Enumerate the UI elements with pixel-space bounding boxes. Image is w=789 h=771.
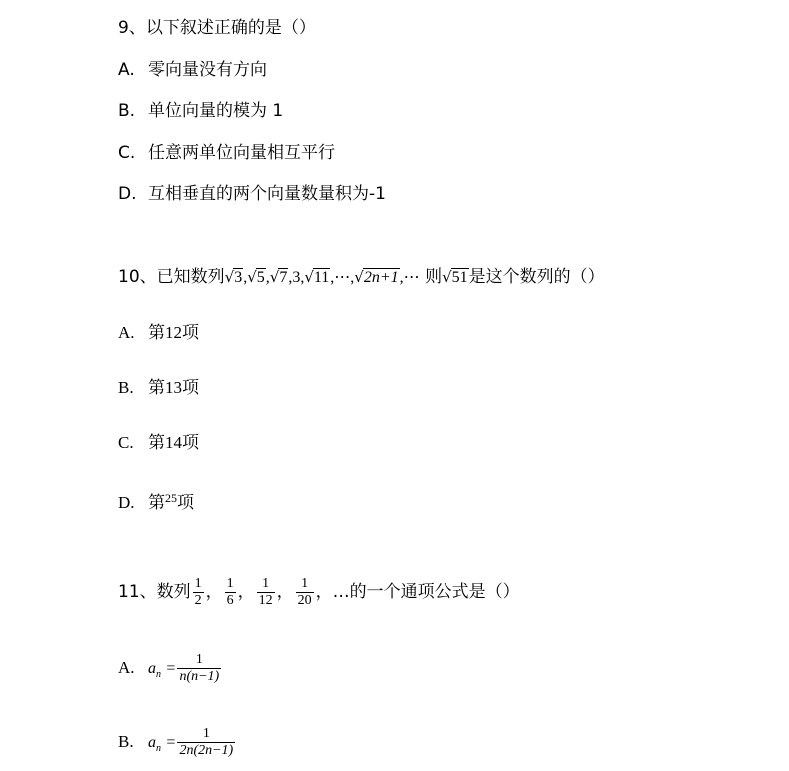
sqrt-2n-plus-1: √2n+1	[354, 268, 399, 286]
option-number: 25	[165, 491, 177, 505]
formula-lhs: $a_n$	[148, 660, 161, 681]
q11-suffix: …的一个通项公式是（）	[332, 582, 520, 602]
option-letter: A.	[118, 323, 135, 342]
option-letter: B.	[118, 378, 134, 397]
sequence-expression: √3,√5,√7,3,√11,⋯,√2n+1,⋯	[225, 269, 420, 286]
sqrt-7: √7	[269, 268, 288, 286]
q10-mid: 则	[425, 267, 443, 287]
q10-option-a	[118, 321, 199, 345]
fraction-1-2: $\frac{1}{2}$	[194, 575, 202, 608]
q10-option-c	[118, 431, 199, 455]
fraction-1-20: $\frac{1}{20}$	[297, 575, 312, 608]
q10-option-d	[118, 486, 194, 515]
option-pre: 第	[148, 323, 165, 343]
option-text: 任意两单位向量相互平行	[148, 143, 335, 163]
separator: ，	[237, 582, 255, 602]
option-text: 单位向量的模为 1	[148, 101, 284, 121]
formula-fraction: $\frac{1}{n(n-1)}$	[179, 651, 220, 684]
option-pre: 第	[148, 378, 165, 398]
equals-sign: =	[166, 660, 176, 677]
q9-option-c	[118, 141, 335, 165]
separator: ，	[276, 582, 294, 602]
sqrt-3: √3	[224, 268, 243, 286]
q10-prefix: 10、已知数列	[118, 267, 225, 287]
q9-option-d	[118, 182, 386, 206]
ellipsis: ⋯	[403, 269, 420, 286]
option-pre: 第	[148, 433, 165, 453]
option-pre: 第	[148, 493, 165, 513]
option-number: 13	[165, 378, 182, 397]
separator: ，	[315, 582, 333, 602]
q10-option-b	[118, 376, 199, 400]
option-post: 项	[182, 378, 199, 398]
q9-option-a	[118, 58, 267, 82]
option-post: 项	[182, 433, 199, 453]
q11-stem	[118, 572, 520, 612]
option-letter: C.	[118, 433, 134, 452]
separator: ，	[205, 582, 223, 602]
formula-lhs: $a_n$	[148, 734, 161, 755]
q9-stem: 9、以下叙述正确的是（）	[118, 18, 316, 38]
fraction-1-12: $\frac{1}{12}$	[258, 575, 273, 608]
ellipsis: ⋯	[334, 269, 351, 286]
option-text: 零向量没有方向	[148, 60, 267, 80]
formula-fraction: $\frac{1}{2n(2n-1)}$	[179, 725, 234, 758]
option-letter: C.	[118, 143, 136, 163]
option-post: 项	[177, 493, 194, 513]
fraction-1-6: $\frac{1}{6}$	[226, 575, 234, 608]
q11-prefix: 11、数列	[118, 582, 191, 602]
option-letter: B.	[118, 732, 134, 751]
option-post: 项	[182, 323, 199, 343]
option-letter: D.	[118, 493, 135, 512]
q9-option-b	[118, 99, 283, 123]
term-3: 3	[292, 269, 301, 286]
sqrt-11: √11	[304, 268, 330, 286]
sqrt-5: √5	[247, 268, 265, 286]
q11-option-a	[118, 646, 223, 697]
option-letter: B.	[118, 101, 136, 121]
option-text: 互相垂直的两个向量数量积为-1	[148, 184, 386, 204]
option-number: 14	[165, 433, 182, 452]
sqrt-51: √51	[442, 268, 468, 286]
q11-option-b	[118, 720, 237, 771]
option-letter: A.	[118, 60, 135, 80]
option-letter: A.	[118, 658, 135, 677]
equals-sign: =	[166, 734, 176, 751]
q10-stem	[118, 265, 605, 290]
option-number: 12	[165, 323, 182, 342]
q10-suffix: 是这个数列的（）	[468, 267, 605, 287]
option-letter: D.	[118, 184, 137, 204]
